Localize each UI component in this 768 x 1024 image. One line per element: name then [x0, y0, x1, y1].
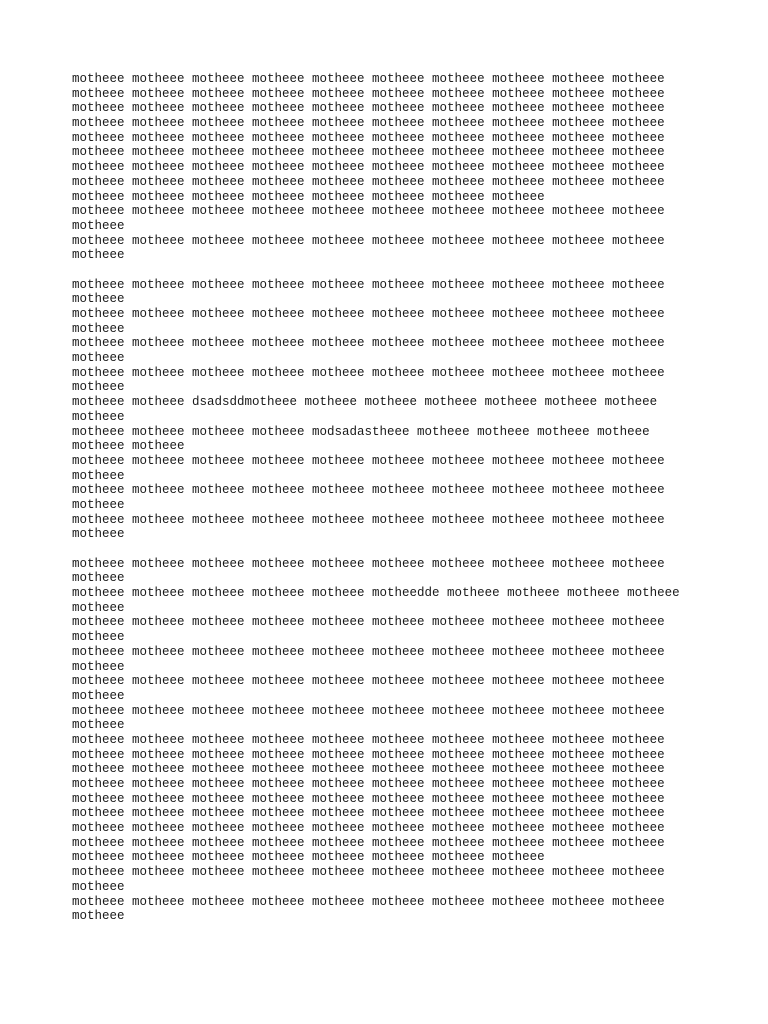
text-line: motheee motheee motheee motheee motheee motheee motheee motheee motheee motheee [72, 336, 665, 351]
text-line: motheee motheee motheee motheee motheee motheee motheee motheee motheee motheee [72, 130, 665, 145]
text-line: motheee motheee motheee motheee motheee motheee motheee motheee motheee motheee [72, 806, 665, 821]
text-line: motheee [72, 527, 125, 542]
text-line: motheee motheee motheee motheee motheee motheedde motheee motheee motheee motheee [72, 586, 680, 601]
text-line: motheee motheee motheee motheee motheee motheee motheee motheee motheee motheee [72, 865, 665, 880]
paragraph-gap [72, 542, 712, 557]
text-line: motheee motheee motheee motheee motheee motheee motheee motheee motheee motheee [72, 791, 665, 806]
text-line: motheee motheee motheee motheee motheee motheee motheee motheee motheee motheee [72, 116, 665, 131]
text-line: motheee motheee motheee motheee motheee motheee motheee motheee motheee motheee [72, 160, 665, 175]
text-line: motheee motheee motheee motheee motheee motheee motheee motheee motheee motheee [72, 86, 665, 101]
text-line: motheee motheee motheee motheee motheee motheee motheee motheee motheee motheee [72, 747, 665, 762]
text-line: motheee [72, 321, 125, 336]
text-line: motheee [72, 380, 125, 395]
text-line: motheee [72, 600, 125, 615]
text-line: motheee [72, 292, 125, 307]
document-page [72, 72, 712, 924]
text-line: motheee motheee motheee motheee motheee motheee motheee motheee motheee motheee [72, 674, 665, 689]
text-line: motheee [72, 218, 125, 233]
text-line: motheee motheee [72, 439, 185, 454]
text-line: motheee motheee motheee motheee motheee motheee motheee motheee motheee motheee [72, 762, 665, 777]
text-line: motheee motheee dsadsddmotheee motheee motheee motheee motheee motheee motheee [72, 395, 658, 410]
text-line: motheee [72, 351, 125, 366]
text-line: motheee [72, 688, 125, 703]
text-line: motheee [72, 571, 125, 586]
text-line: motheee [72, 497, 125, 512]
text-line: motheee motheee motheee motheee motheee motheee motheee motheee motheee motheee [72, 703, 665, 718]
text-line: motheee motheee motheee motheee motheee motheee motheee motheee motheee motheee [72, 307, 665, 321]
text-line: motheee [72, 909, 125, 924]
paragraph [72, 557, 712, 924]
text-line: motheee [72, 659, 125, 674]
text-line: motheee [72, 248, 125, 263]
text-line: motheee motheee motheee motheee modsadastheee motheee motheee motheee motheee [72, 424, 650, 439]
text-line: motheee motheee motheee motheee motheee motheee motheee motheee [72, 189, 545, 204]
text-line: motheee motheee motheee motheee motheee motheee motheee motheee motheee motheee [72, 233, 665, 248]
text-line: motheee motheee motheee motheee motheee motheee motheee motheee motheee motheee [72, 145, 665, 160]
text-line: motheee motheee motheee motheee motheee motheee motheee motheee motheee motheee [72, 483, 665, 498]
text-line: motheee [72, 718, 125, 733]
text-line: motheee motheee motheee motheee motheee motheee motheee motheee motheee motheee [72, 512, 665, 527]
text-line: motheee [72, 879, 125, 894]
text-line: motheee motheee motheee motheee motheee motheee motheee motheee motheee motheee [72, 835, 665, 850]
paragraph [72, 72, 712, 263]
text-line: motheee motheee motheee motheee motheee motheee motheee motheee motheee motheee [72, 615, 665, 630]
text-line: motheee motheee motheee motheee motheee motheee motheee motheee motheee motheee [72, 204, 665, 219]
text-line: motheee motheee motheee motheee motheee motheee motheee motheee motheee motheee [72, 777, 665, 791]
text-line: motheee motheee motheee motheee motheee motheee motheee motheee motheee motheee [72, 72, 665, 86]
text-line: motheee motheee motheee motheee motheee motheee motheee motheee motheee motheee [72, 365, 665, 380]
text-line: motheee motheee motheee motheee motheee motheee motheee motheee motheee motheee [72, 174, 665, 189]
text-line: motheee motheee motheee motheee motheee motheee motheee motheee motheee motheee [72, 644, 665, 659]
text-line: motheee motheee motheee motheee motheee motheee motheee motheee motheee motheee [72, 821, 665, 836]
paragraph [72, 278, 712, 542]
text-line: motheee [72, 409, 125, 424]
text-line: motheee [72, 468, 125, 483]
text-line: motheee motheee motheee motheee motheee motheee motheee motheee motheee motheee [72, 732, 665, 747]
text-line: motheee motheee motheee motheee motheee motheee motheee motheee motheee motheee [72, 277, 665, 292]
text-line: motheee [72, 630, 125, 645]
text-line: motheee motheee motheee motheee motheee motheee motheee motheee motheee motheee [72, 453, 665, 468]
text-line: motheee motheee motheee motheee motheee motheee motheee motheee motheee motheee [72, 101, 665, 116]
paragraph-gap [72, 263, 712, 278]
text-line: motheee motheee motheee motheee motheee motheee motheee motheee motheee motheee [72, 894, 665, 909]
text-line: motheee motheee motheee motheee motheee motheee motheee motheee motheee motheee [72, 556, 665, 571]
text-line: motheee motheee motheee motheee motheee motheee motheee motheee [72, 850, 545, 865]
